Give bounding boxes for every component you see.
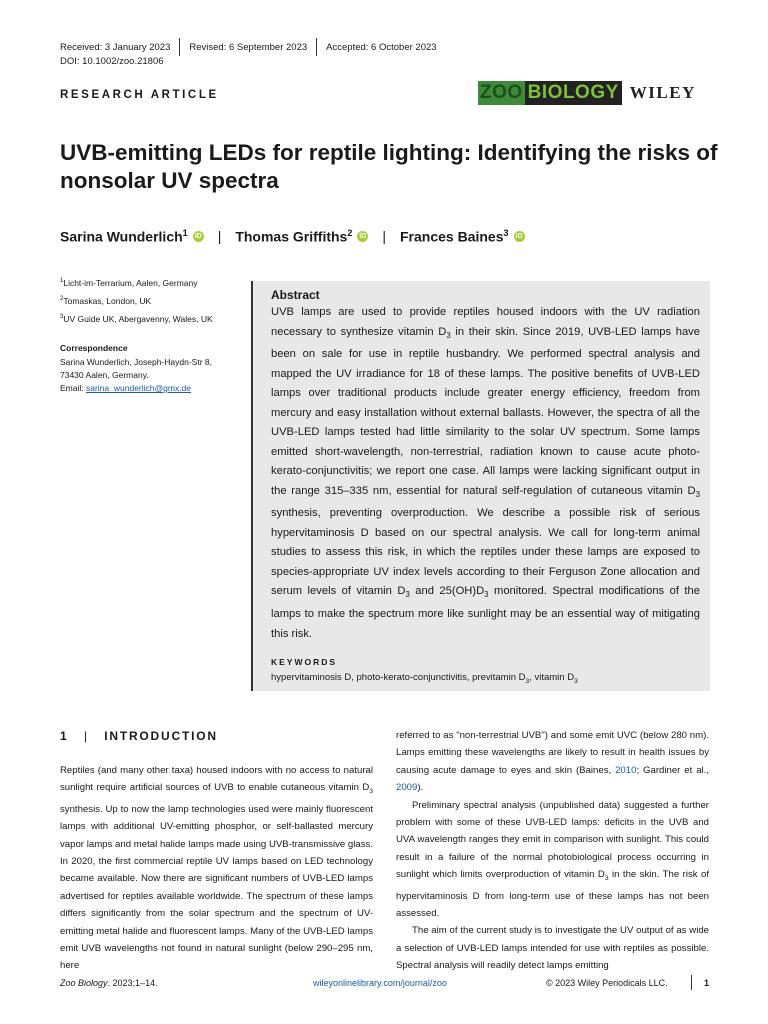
keywords-list: hypervitaminosis D, photo-kerato-conjunctivitis, previtamin $D_3$, vitamin $D_3$ <box>271 672 578 685</box>
author-name[interactable]: Sarina Wunderlich$^1$ <box>60 228 188 245</box>
divider <box>691 975 692 990</box>
citation-link[interactable]: 2009 <box>396 782 418 794</box>
author-separator: | <box>382 228 386 245</box>
logo-biology-text: BIOLOGY <box>525 81 622 105</box>
abstract-text: UVB lamps are used to provide reptiles housed indoors with the UV radiation necessary to synthesize vitamin $D_3$ in their skin. Since 2019, UVB-LED lamps have been on sale for use in reptile husbandry. We performed spectral analysis and mapped the UV irradiance for 18 of these lamps. The positive benefits of UVB-LED lamps over traditional products include greater energy efficiency, freedom from mercury and easy installation without external ballasts. However, the spectra of all the UVB-LED lamps tested had little similarity to the solar UV spectrum. Some lamps emitted short-wavelength, non-terrestrial, radiation known to cause acute photo-kerato-conjunctivitis; we report one case. All lamps were lacking significant output in the range 315–335 nm, essential for natural self-regulation of cutaneous vitamin $D_3$ synthesis, preventing overproduction. We describe a possible risk of serious hypervitaminosis D based on our spectral analysis. We call for long-term animal studies to assess this risk, in which the reptiles under these lamps are exposed to species-appropriate UV index levels according to their Ferguson Zone allocation and serum levels of vitamin $D_3$ and $25(OH)D_3$ monitored. Spectral modifications of the lamps to make the spectrum more like sunlight may be an essential way of mitigating this risk. <box>271 306 700 640</box>
paragraph: referred to as "non-terrestrial UVB") and some emit UVC (below 280 nm). Lamps emitting these wavelengths are likely to result in health issues by causing acute damage to eyes and skin (Baines, 2010; Gardiner et al., 2009). <box>396 730 709 794</box>
affiliation: $^1$Licht-im-Terrarium, Aalen, Germany <box>60 278 198 288</box>
affiliation: $^3$UV Guide UK, Abergavenny, Wales, UK <box>60 314 213 324</box>
accepted-date: Accepted: 6 October 2023 <box>326 41 437 53</box>
footer-citation: Zoo Biology. 2023;1–14. <box>60 978 158 988</box>
author-list <box>60 228 525 245</box>
footer-copyright: © 2023 Wiley Periodicals LLC. <box>546 978 668 988</box>
received-date: Received: 3 January 2023 <box>60 41 171 53</box>
logo-zoo-text: ZOO <box>480 82 523 103</box>
paragraph: Preliminary spectral analysis (unpublished data) suggested a further problem with some of these UVB-LED lamps: deficits in the UVB and UVA wavelength ranges they emit in comparison with sunlight. This could result in a failure of the normal photobiological process occurring in sunlight which limits overproduction of vitamin $D_3$ in the skin. The risk of hypervitaminosis D from long-term use of these lamps has not been assessed. <box>396 799 709 919</box>
revised-date: Revised: 6 September 2023 <box>189 41 308 53</box>
publisher-logo: WILEY <box>629 83 696 102</box>
keywords-heading: KEYWORDS <box>271 657 338 667</box>
intro-right-column <box>396 727 709 975</box>
orcid-icon[interactable]: iD <box>194 232 202 240</box>
article-type: RESEARCH ARTICLE <box>60 89 219 101</box>
abstract-heading: Abstract <box>271 288 320 302</box>
doi[interactable]: DOI: 10.1002/zoo.21806 <box>60 56 164 67</box>
email-link[interactable]: sarina_wunderlich@gmx.de <box>86 383 192 393</box>
article-title: UVB-emitting LEDs for reptile lighting: Identifying the risks of nonsolar UV spectra <box>60 140 718 193</box>
dates-row <box>60 38 437 56</box>
footer-journal-link[interactable]: wileyonlinelibrary.com/journal/zoo <box>313 978 447 988</box>
intro-left-column <box>60 762 373 975</box>
journal-logo[interactable] <box>478 81 696 105</box>
correspondence-email-line: Email: sarina_wunderlich@gmx.de <box>60 383 192 393</box>
paragraph: Reptiles (and many other taxa) housed indoors with no access to natural sunlight require artificial sources of UVB to enable cutaneous vitamin $D_3$ synthesis. Up to now the lamp technologies used were mainly fluorescent lamps with additional UV-emitting phosphor, or self-ballasted mercury vapor lamps and metal halide lamps made using UVB-transmissive glass. In 2020, the first commercial reptile UV lamps based on LED technology became available. Now there are significant numbers of UVB-LED lamps advertised for reptiles available worldwide. The spectrum of these lamps differs significantly from the solar spectrum and the spectrum of UV-emitting metal halide and fluorescent lamps. Many of the UVB-LED lamps emit UVB wavelengths not found in natural sunlight (below 290–295 nm, here <box>60 765 373 972</box>
author-name[interactable]: Frances Baines$^3$ <box>400 228 509 245</box>
correspondence-address: 73430 Aalen, Germany. <box>60 370 149 380</box>
orcid-icon[interactable]: iD <box>359 232 367 240</box>
divider <box>316 38 317 56</box>
author-name[interactable]: Thomas Griffiths$^2$ <box>235 228 353 245</box>
section-heading: 1 | INTRODUCTION <box>60 729 218 743</box>
divider <box>179 38 180 56</box>
orcid-icon[interactable]: iD <box>515 232 523 240</box>
correspondence-address: Sarina Wunderlich, Joseph-Haydn-Str 8, <box>60 357 212 367</box>
page-number: 1 <box>704 978 710 988</box>
citation-link[interactable]: 2010 <box>615 764 637 776</box>
paragraph: The aim of the current study is to investigate the UV output of as wide a selection of UVB-LED lamps intended for use with reptiles as possible. Spectral analysis will readily detect lamps emitting <box>396 925 709 972</box>
author-separator: | <box>217 228 222 245</box>
correspondence-heading: Correspondence <box>60 343 128 353</box>
affiliation: $^2$Tomaskas, London, UK <box>60 296 152 306</box>
